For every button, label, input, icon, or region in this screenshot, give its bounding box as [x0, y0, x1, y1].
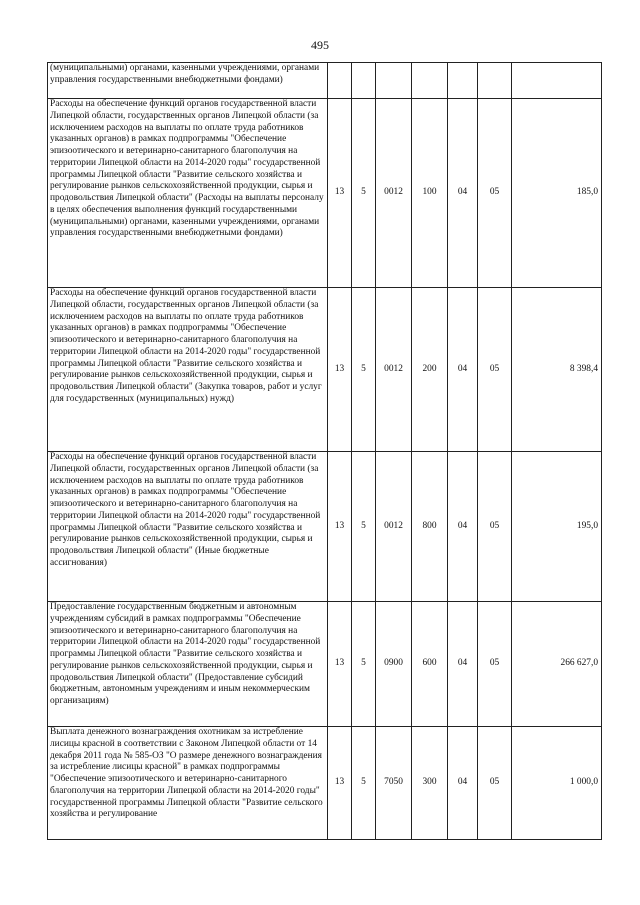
cell-code-3: 7050 — [376, 727, 412, 840]
row-description: Расходы на обеспечение функций органов государственной власти Липецкой области, государственных органов Липецкой области (за исключением расходов на выплаты по оплате труда работников указанных органов) в рамках подпрограммы "Обеспечение эпизоотического и ветеринарно-санитарного благополучия на территории Липецкой области на 2014-2020 годы" государственной программы Липецкой области "Развитие сельского хозяйства и регулирование рынков сельскохозяйственной продукции, сырья и продовольствия Липецкой области" (Закупка товаров, работ и услуг для государственных (муниципальных) нужд) — [48, 288, 328, 452]
cell-code-5 — [448, 63, 478, 99]
cell-code-1: 13 — [328, 727, 352, 840]
cell-code-5: 04 — [448, 99, 478, 288]
cell-code-3: 0012 — [376, 288, 412, 452]
cell-code-4: 800 — [412, 452, 448, 602]
cell-code-3: 0012 — [376, 452, 412, 602]
cell-code-4: 200 — [412, 288, 448, 452]
cell-code-5: 04 — [448, 288, 478, 452]
page-number: 495 — [311, 38, 329, 52]
table-row — [48, 727, 602, 840]
cell-code-5: 04 — [448, 452, 478, 602]
cell-code-6: 05 — [478, 288, 512, 452]
row-description: Расходы на обеспечение функций органов государственной власти Липецкой области, государственных органов Липецкой области (за исключением расходов на выплаты по оплате труда работников указанных органов) в рамках подпрограммы "Обеспечение эпизоотического и ветеринарно-санитарного благополучия на территории Липецкой области на 2014-2020 годы" государственной программы Липецкой области "Развитие сельского хозяйства и регулирование рынков сельскохозяйственной продукции, сырья и продовольствия Липецкой области" (Расходы на выплаты персоналу в целях обеспечения выполнения функций государственными (муниципальными) органами, казенными учреждениями, органами управления государственными внебюджетными фондами) — [48, 99, 328, 288]
row-description: Выплата денежного вознаграждения охотникам за истребление лисицы красной в соответствии с Законом Липецкой области от 14 декабря 2011 года № 585-ОЗ "О размере денежного вознаграждения за истребление лисицы красной" в рамках подпрограммы "Обеспечение эпизоотического и ветеринарно-санитарного благополучия на территории Липецкой области на 2014-2020 годы" государственной программы Липецкой области "Развитие сельского хозяйства и регулирование — [48, 727, 328, 840]
row-description: Расходы на обеспечение функций органов государственной власти Липецкой области, государственных органов Липецкой области (за исключением расходов на выплаты по оплате труда работников указанных органов) в рамках подпрограммы "Обеспечение эпизоотического и ветеринарно-санитарного благополучия на территории Липецкой области на 2014-2020 годы" государственной программы Липецкой области "Развитие сельского хозяйства и регулирование рынков сельскохозяйственной продукции, сырья и продовольствия Липецкой области" (Иные бюджетные ассигнования) — [48, 452, 328, 602]
cell-code-6: 05 — [478, 452, 512, 602]
cell-code-1: 13 — [328, 99, 352, 288]
cell-code-5: 04 — [448, 727, 478, 840]
cell-code-3 — [376, 63, 412, 99]
cell-code-4: 600 — [412, 602, 448, 727]
cell-amount: 195,0 — [512, 452, 602, 602]
cell-code-2: 5 — [352, 288, 376, 452]
cell-amount — [512, 63, 602, 99]
cell-code-6: 05 — [478, 727, 512, 840]
cell-code-3: 0012 — [376, 99, 412, 288]
cell-amount: 266 627,0 — [512, 602, 602, 727]
cell-code-5: 04 — [448, 602, 478, 727]
table-row — [48, 452, 602, 602]
cell-code-2: 5 — [352, 727, 376, 840]
cell-amount: 185,0 — [512, 99, 602, 288]
cell-code-6: 05 — [478, 99, 512, 288]
cell-code-2: 5 — [352, 99, 376, 288]
cell-code-2 — [352, 63, 376, 99]
cell-code-3: 0900 — [376, 602, 412, 727]
table-row — [48, 602, 602, 727]
cell-code-6 — [478, 63, 512, 99]
table-row — [48, 63, 602, 99]
row-description: (муниципальными) органами, казенными учреждениями, органами управления государственными внебюджетными фондами) — [48, 63, 328, 99]
cell-amount: 1 000,0 — [512, 727, 602, 840]
cell-code-2: 5 — [352, 602, 376, 727]
cell-code-4: 100 — [412, 99, 448, 288]
budget-table — [47, 62, 602, 840]
cell-code-1: 13 — [328, 452, 352, 602]
cell-code-4: 300 — [412, 727, 448, 840]
cell-code-1 — [328, 63, 352, 99]
cell-amount: 8 398,4 — [512, 288, 602, 452]
cell-code-1: 13 — [328, 602, 352, 727]
row-description: Предоставление государственным бюджетным и автономным учреждениям субсидий в рамках подпрограммы "Обеспечение эпизоотического и ветеринарно-санитарного благополучия на территории Липецкой области на 2014-2020 годы" государственной программы Липецкой области "Развитие сельского хозяйства и регулирование рынков сельскохозяйственной продукции, сырья и продовольствия Липецкой области" (Предоставление субсидий бюджетным, автономным учреждениям и иным некоммерческим организациям) — [48, 602, 328, 727]
table-row — [48, 99, 602, 288]
table-row — [48, 288, 602, 452]
cell-code-6: 05 — [478, 602, 512, 727]
cell-code-4 — [412, 63, 448, 99]
cell-code-2: 5 — [352, 452, 376, 602]
cell-code-1: 13 — [328, 288, 352, 452]
